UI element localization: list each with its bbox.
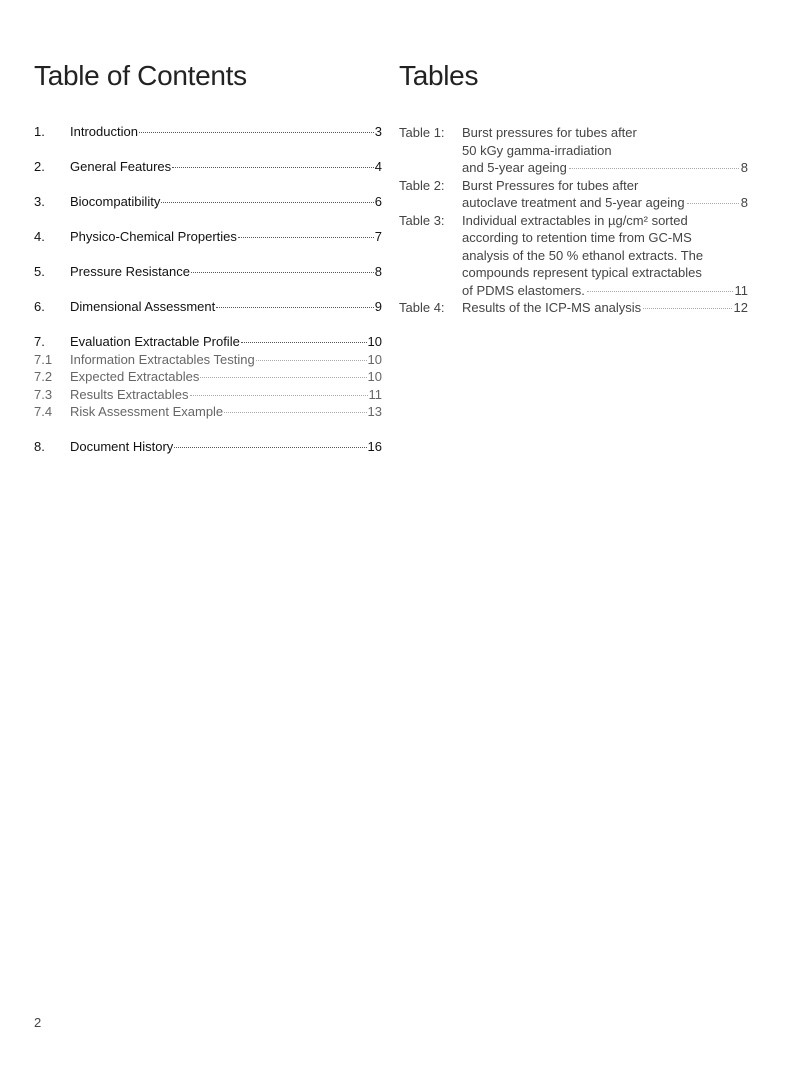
toc-entry-number: 7.1 — [34, 351, 53, 367]
toc-entry-page: 8 — [374, 264, 382, 279]
dot-leader — [587, 291, 733, 292]
tables-list — [399, 124, 748, 317]
table-entry[interactable] — [399, 177, 748, 212]
dot-leader — [139, 132, 374, 133]
dot-leader — [161, 202, 373, 203]
toc-heading: Table of Contents — [34, 60, 247, 91]
dot-leader — [238, 237, 374, 238]
spacer — [34, 317, 382, 335]
table-entry-caption-line: Individual extractables in µg/cm² sorted — [462, 212, 688, 228]
toc-entry-title: Introduction — [70, 124, 138, 139]
spacer — [34, 422, 382, 440]
table-entry[interactable] — [399, 299, 748, 317]
toc-subentry[interactable] — [34, 352, 382, 370]
toc-entry-number: 5. — [34, 264, 45, 279]
toc-entry[interactable] — [34, 439, 382, 457]
toc-entry-page: 16 — [367, 439, 382, 454]
toc-entry-page: 10 — [367, 334, 382, 349]
spacer — [34, 142, 382, 160]
dot-leader — [191, 272, 374, 273]
toc-entry-title: Evaluation Extractable Profile — [70, 334, 240, 349]
toc-entry-number: 7. — [34, 334, 45, 349]
spacer — [34, 247, 382, 265]
page-number: 2 — [34, 1015, 42, 1030]
table-entry-caption-line: of PDMS elastomers. — [462, 282, 585, 298]
toc-entry-page: 9 — [374, 299, 382, 314]
table-entry-label: Table 3: — [399, 212, 445, 228]
toc-entry-page: 10 — [367, 369, 382, 384]
spacer — [34, 177, 382, 195]
dot-leader — [687, 203, 739, 204]
toc-entry-number: 2. — [34, 159, 45, 174]
toc-entry-title: Expected Extractables — [70, 369, 200, 384]
toc-entry-number: 8. — [34, 439, 45, 454]
toc-entry[interactable] — [34, 229, 382, 247]
toc-entry-page: 10 — [367, 351, 382, 367]
toc-entry-number: 7.2 — [34, 369, 53, 384]
table-entry-caption-line: Results of the ICP-MS analysis — [462, 300, 642, 315]
table-entry-page: 8 — [740, 195, 748, 210]
toc-entry-title: Risk Assessment Example — [70, 404, 224, 419]
toc-entry[interactable] — [34, 334, 382, 352]
toc-entry[interactable] — [34, 124, 382, 142]
table-entry-caption-line: Burst pressures for tubes after — [462, 125, 637, 140]
table-entry-label: Table 2: — [399, 177, 445, 193]
toc-entry[interactable] — [34, 159, 382, 177]
toc-entry[interactable] — [34, 264, 382, 282]
dot-leader — [172, 167, 374, 168]
table-entry-caption-line: analysis of the 50 % ethanol extracts. The — [462, 247, 704, 263]
toc-entry-title: Biocompatibility — [70, 194, 161, 209]
table-entry[interactable] — [399, 212, 748, 300]
dot-leader — [224, 412, 366, 413]
dot-leader — [200, 377, 366, 378]
toc-entry-title: Physico-Chemical Properties — [70, 229, 237, 244]
toc-entry-page: 6 — [374, 194, 382, 209]
toc-entry-number: 7.3 — [34, 386, 53, 402]
toc-entry-number: 3. — [34, 194, 45, 209]
toc-entry-title: Results Extractables — [70, 386, 189, 402]
table-entry-caption-line: according to retention time from GC-MS — [462, 230, 692, 245]
toc-subentry[interactable] — [34, 369, 382, 387]
toc-entry[interactable] — [34, 299, 382, 317]
toc-entry-title: General Features — [70, 159, 172, 174]
toc-entry-title: Dimensional Assessment — [70, 299, 216, 314]
table-entry-caption-line: Burst Pressures for tubes after — [462, 177, 639, 193]
dot-leader — [216, 307, 374, 308]
toc-list — [34, 124, 382, 457]
dot-leader — [190, 395, 368, 396]
toc-subentry[interactable] — [34, 404, 382, 422]
table-entry-page: 11 — [734, 282, 748, 298]
toc-entry-title: Document History — [70, 439, 174, 454]
table-entry[interactable] — [399, 124, 748, 177]
dot-leader — [569, 168, 739, 169]
tables-heading: Tables — [399, 60, 479, 91]
table-entry-label: Table 1: — [399, 125, 445, 140]
dot-leader — [174, 447, 366, 448]
toc-entry-number: 1. — [34, 124, 45, 139]
table-entry-label: Table 4: — [399, 300, 445, 315]
toc-entry-page: 11 — [368, 386, 382, 402]
table-entry-page: 12 — [733, 300, 748, 315]
table-entry-page: 8 — [740, 160, 748, 175]
toc-entry-page: 4 — [374, 159, 382, 174]
toc-entry-title: Information Extractables Testing — [70, 351, 255, 367]
toc-entry-page: 3 — [374, 124, 382, 139]
table-entry-caption-line: compounds represent typical extractables — [462, 265, 702, 280]
dot-leader — [643, 308, 731, 309]
toc-entry-number: 7.4 — [34, 404, 53, 419]
toc-entry-number: 4. — [34, 229, 45, 244]
toc-subentry[interactable] — [34, 387, 382, 405]
spacer — [34, 212, 382, 230]
dot-leader — [241, 342, 367, 343]
table-entry-caption-line: 50 kGy gamma-irradiation — [462, 142, 612, 158]
toc-entry[interactable] — [34, 194, 382, 212]
spacer — [34, 282, 382, 300]
toc-entry-title: Pressure Resistance — [70, 264, 190, 279]
toc-entry-page: 13 — [367, 404, 382, 419]
dot-leader — [256, 360, 367, 361]
table-entry-caption-line: autoclave treatment and 5-year ageing — [462, 195, 685, 210]
toc-entry-page: 7 — [374, 229, 382, 244]
toc-entry-number: 6. — [34, 299, 45, 314]
table-entry-caption-line: and 5-year ageing — [462, 160, 567, 175]
